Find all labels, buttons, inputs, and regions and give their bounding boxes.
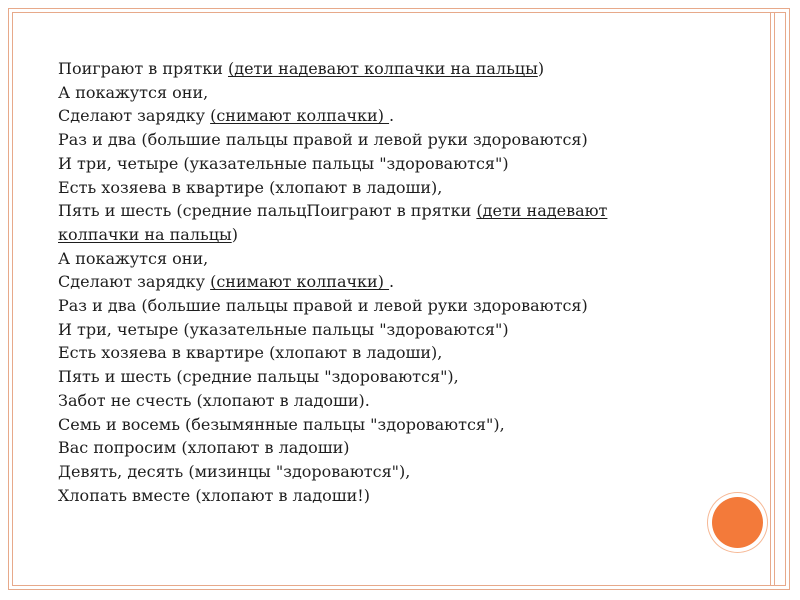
poem-line: Раз и два (большие пальцы правой и левой руки здороваются): [58, 130, 588, 150]
poem-line: Забот не счесть (хлопают в ладоши).: [58, 390, 370, 410]
poem-line: Есть хозяева в квартире (хлопают в ладоши),: [58, 343, 443, 363]
poem-line: Сделают зарядку (снимают колпачки) .: [58, 106, 395, 126]
right-stripe-2: [774, 12, 775, 586]
right-stripe: [770, 12, 771, 586]
poem-line: Пять и шесть (средние пальцы "здороваются"),: [58, 367, 459, 387]
poem-text: [58, 57, 698, 507]
poem-line: колпачки на пальцы): [58, 224, 238, 244]
poem-line: И три, четыре (указательные пальцы "здороваются"): [58, 319, 509, 339]
poem-line: Семь и восемь (безымянные пальцы "здороваются"),: [58, 414, 505, 434]
orange-circle-decoration: [712, 497, 763, 548]
poem-line: И три, четыре (указательные пальцы "здороваются"): [58, 153, 509, 173]
poem-line: Поиграют в прятки (дети надевают колпачки на пальцы): [58, 59, 545, 78]
poem-line: Раз и два (большие пальцы правой и левой руки здороваются): [58, 296, 588, 316]
poem-line: Хлопать вместе (хлопают в ладоши!): [58, 485, 370, 505]
poem-line: Есть хозяева в квартире (хлопают в ладоши),: [58, 177, 443, 197]
poem-line: А покажутся они,: [58, 248, 209, 268]
poem-line: Вас попросим (хлопают в ладоши): [58, 438, 350, 458]
poem-line: Сделают зарядку (снимают колпачки) .: [58, 272, 395, 292]
poem-line: Пять и шесть (средние пальцПоиграют в прятки (дети надевают: [58, 201, 608, 221]
poem-line: Девять, десять (мизинцы "здороваются"),: [58, 461, 411, 481]
poem-line: А покажутся они,: [58, 82, 209, 102]
